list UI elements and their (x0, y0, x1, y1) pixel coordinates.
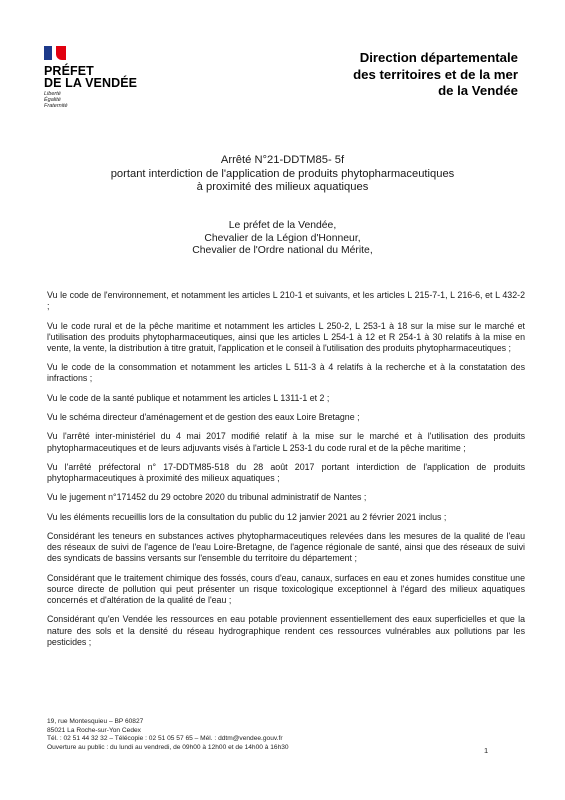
paragraph-vu-code-rural: Vu le code rural et de la pêche maritime et notamment les articles L 250-2, L 253-1 à 18 sur la mise sur le marché et l'utilisation des produits phytopharmaceutiques, ainsi que les articles L 254-1 à 12 et R 254-1 à 30 relatifs à la mise en vente, la vente, la distribution à titre gratuit, l'application et le conseil à l'utilisation des produits phytopharmaceutiques ; (47, 320, 525, 353)
paragraph-vu-jugement: Vu le jugement n°171452 du 29 octobre 2020 du tribunal administratif de Nantes ; (47, 492, 367, 503)
page-number: 1 (484, 746, 489, 755)
logo-motto: Liberté Égalité Fraternité (44, 91, 68, 109)
arrete-subject: portant interdiction de l'application de produits phytopharmaceutiques (110, 167, 455, 180)
paragraph-vu-code-consommation: Vu le code de la consommation et notamment les articles L 511-3 à 4 relatifs à la recherche et à la constatation des infractions ; (47, 362, 525, 384)
paragraph-vu-arrete-prefectoral: Vu l'arrêté préfectoral n° 17-DDTM85-518 du 28 août 2017 portant interdiction de l'application de produits phytopharmaceutiques à proximité des milieux aquatiques ; (47, 461, 525, 483)
logo-prefet: PRÉFET (44, 64, 94, 78)
paragraph-vu-code-environnement: Vu le code de l'environnement, et notamment les articles L 210-1 et suivants, et les articles L 215-7-1, L 216-6, et L 432-2 ; (47, 290, 525, 312)
prefecture-logo (44, 46, 154, 109)
prefet-signatory: Le préfet de la Vendée, Chevalier de la Légion d'Honneur, Chevalier de l'Ordre national du Mérite, (192, 220, 373, 257)
document-title (60, 154, 505, 195)
arrete-subject-cont: à proximité des milieux aquatiques (196, 181, 369, 194)
paragraph-vu-code-sante: Vu le code de la santé publique et notamment les articles L 1311-1 et 2 ; (47, 392, 330, 403)
document-body (47, 290, 525, 656)
paragraph-considerant-traitement: Considérant que le traitement chimique des fossés, cours d'eau, canaux, surfaces en eau et zones humides constitue une source directe de pollution qui peut présenter un risque toxicologique exceptionnel à l'égard des milieux aquatiques concernés et d'altération de la qualité de l'eau ; (47, 572, 525, 605)
paragraph-considerant-teneurs: Considérant les teneurs en substances actives phytopharmaceutiques relevées dans les mesures de la qualité de l'eau des réseaux de suivi de l'agence de l'eau Loire-Bretagne, de l'agence régionale de santé, ainsi que des réseaux de suivi des syndicats de bassins versants sur l'ensemble du territoire du département ; (47, 530, 525, 564)
marianne-icon (44, 46, 66, 60)
issuing-authority: Direction départementale des territoires et de la mer de la Vendée (353, 50, 518, 98)
paragraph-considerant-ressources: Considérant qu'en Vendée les ressources en eau potable proviennent essentiellement des eaux superficielles et que la nature des sols et la densité du réseau hydrographique rendent ces ressources vulnérables aux pollutions par les pesticides ; (47, 614, 525, 647)
paragraph-vu-sdage: Vu le schéma directeur d'aménagement et de gestion des eaux Loire Bretagne ; (47, 412, 360, 422)
paragraph-vu-arrete-interministeriel: Vu l'arrêté inter-ministériel du 4 mai 2017 modifié relatif à la mise sur le marché et à l'utilisation des produits phytopharmaceutiques et de leurs adjuvants visés à l'article L 253-1 du code rural et de la pêche maritime ; (47, 431, 525, 453)
logo-department: DE LA VENDÉE (44, 76, 138, 90)
paragraph-vu-consultation: Vu les éléments recueillis lors de la consultation du public du 12 janvier 2021 au 2 février 2021 inclus ; (47, 511, 447, 522)
arrete-number: Arrêté N°21-DDTM85- 5f (220, 154, 345, 166)
footer-address: 19, rue Montesquieu – BP 60827 85021 La Roche-sur-Yon Cedex Tél. : 02 51 44 32 32 – Télécopie : 02 51 05 57 65 – Mél. : ddtm@vendee.gouv.fr Ouverture au public : du lundi au vendredi, de 09h00 à 12h00 et de 14h00 à 16h30 (47, 718, 289, 751)
